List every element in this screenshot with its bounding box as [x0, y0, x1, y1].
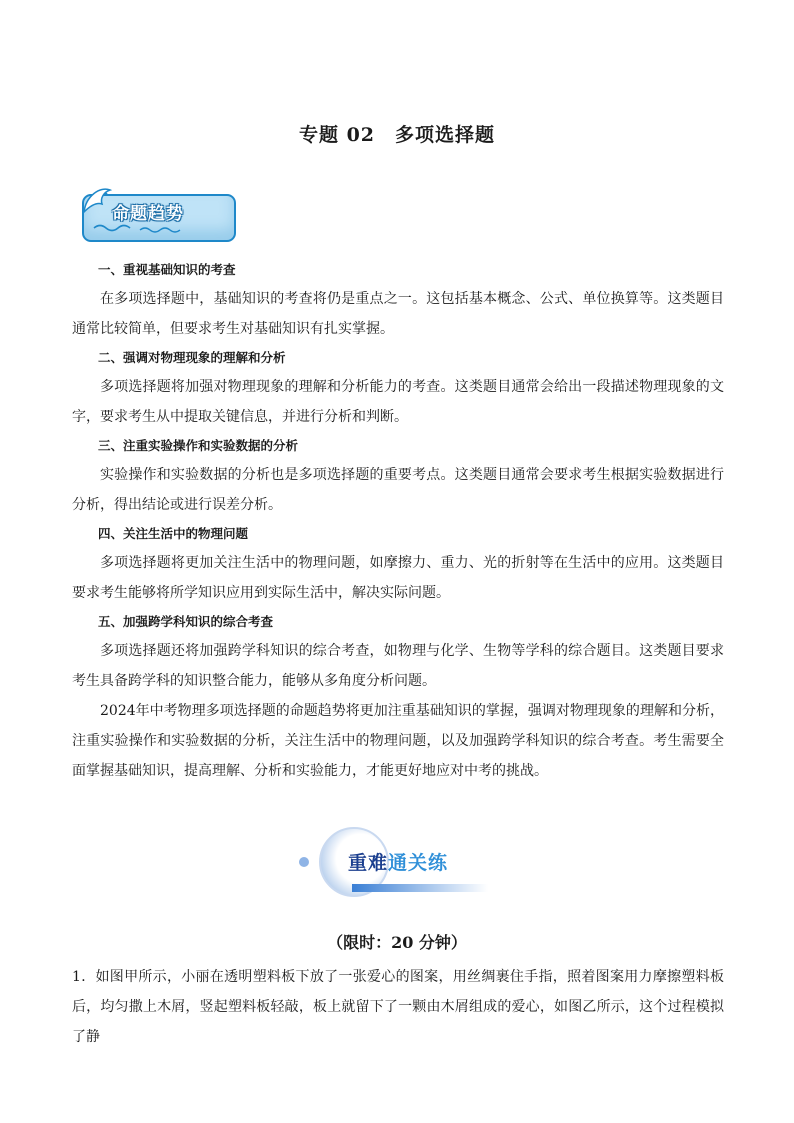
summary-paragraph: 2024年中考物理多项选择题的命题趋势将更加注重基础知识的掌握，强调对物理现象的理解和分析，注重实验操作和实验数据的分析，关注生活中的物理问题，以及加强跨学科知识的综合考查。考生需要全面掌握基础知识，提高理解、分析和实验能力，才能更好地应对中考的挑战。: [72, 703, 724, 779]
section-body: 多项选择题将更加关注生活中的物理问题，如摩擦力、重力、光的折射等在生活中的应用。这类题目要求考生能够将所学知识应用到实际生活中，解决实际问题。: [72, 555, 724, 601]
section-heading: 五、加强跨学科知识的综合考查: [98, 614, 274, 629]
section-body: 多项选择题还将加强跨学科知识的综合考查，如物理与化学、生物等学科的综合题目。这类题目要求考生具备跨学科的知识整合能力，能够从多角度分析问题。: [72, 643, 724, 689]
section-heading: 二、强调对物理现象的理解和分析: [98, 350, 286, 365]
question-1: 1．如图甲所示，小丽在透明塑料板下放了一张爱心的图案，用丝绸裹住手指，照着图案用力摩擦塑料板后，均匀撒上木屑，竖起塑料板轻敲，板上就留下了一颗由木屑组成的爱心，如图乙所示，这个过程模拟了静: [72, 969, 724, 1045]
practice-badge: [296, 826, 496, 900]
section-body: 在多项选择题中，基础知识的考查将仍是重点之一。这包括基本概念、公式、单位换算等。这类题目通常比较简单，但要求考生对基础知识有扎实掌握。: [72, 291, 724, 337]
time-limit: （限时：20 分钟）: [327, 933, 467, 952]
trend-badge-label: 命题趋势: [112, 204, 184, 224]
section-body: 实验操作和实验数据的分析也是多项选择题的重要考点。这类题目通常会要求考生根据实验数据进行分析，得出结论或进行误差分析。: [72, 467, 724, 513]
practice-badge-label: 重难通关练: [348, 852, 449, 874]
section-heading: 四、关注生活中的物理问题: [98, 526, 249, 541]
section-heading: 一、重视基础知识的考查: [98, 262, 236, 277]
trend-badge: [80, 182, 236, 242]
section-body: 多项选择题将加强对物理现象的理解和分析能力的考查。这类题目通常会给出一段描述物理现象的文字，要求考生从中提取关键信息，并进行分析和判断。: [72, 379, 724, 425]
page-title: 专题 02 多项选择题: [298, 124, 496, 146]
trend-content: [72, 256, 724, 786]
section-heading: 三、注重实验操作和实验数据的分析: [98, 438, 299, 453]
